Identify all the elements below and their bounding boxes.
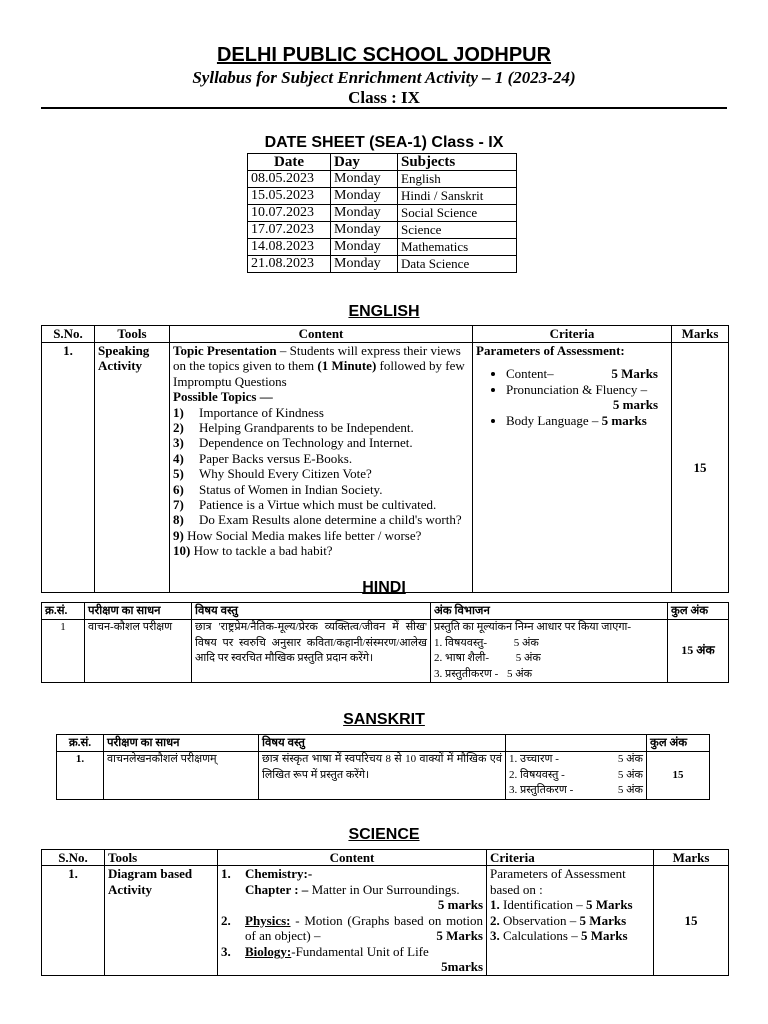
table-row [42, 343, 729, 593]
hindi-heading: HINDI [362, 579, 406, 596]
sanskrit-heading: SANSKRIT [343, 711, 425, 728]
criteria-cell [487, 866, 654, 976]
col-day: Day [331, 154, 398, 171]
col-subjects: Subjects [398, 154, 517, 171]
list-item: 1. उच्चारण - 5 अंक [509, 753, 643, 765]
col-criteria: Criteria [487, 850, 654, 866]
day-cell: Monday [331, 222, 398, 239]
list-item: 2. भाषा शैली- 5 अंक [434, 652, 541, 664]
table-row [248, 188, 517, 205]
day-cell: Monday [331, 188, 398, 205]
table-row [248, 222, 517, 239]
list-item: 7) Patience is a Virtue which must be cultivated. [173, 497, 437, 513]
col-content: Content [218, 850, 487, 866]
list-item: 1. Chemistry:- [221, 866, 313, 881]
col-criteria: Criteria [473, 326, 672, 343]
col-sno: क्र.सं. [57, 735, 104, 752]
day-cell: Monday [331, 239, 398, 256]
content-cell: छात्र 'राष्ट्रप्रेम/नैतिक-मूल्य/प्रेरक व्यक्तित्व/जीवन में सीख' विषय पर स्वरुचि अनुसार कविता/कहानी/संस्मरण/आलेख आदि पर स्वरचित मौखिक प्रस्तुति प्रदान करेंगे। [192, 620, 431, 683]
list-item: 3. प्रस्तुतिकरण - 5 अंक [509, 784, 643, 796]
col-criteria: अंक विभाजन [431, 603, 668, 620]
list-item: 10) How to tackle a bad habit? [173, 543, 333, 559]
table-row [248, 256, 517, 273]
tool-cell: वाचन-कौशल परीक्षण [85, 620, 192, 683]
subject-cell: English [398, 171, 517, 188]
col-tools: Tools [95, 326, 170, 343]
col-sno: S.No. [42, 850, 105, 866]
subject-cell: Social Science [398, 205, 517, 222]
day-cell: Monday [331, 205, 398, 222]
criteria-intro: Parameters of Assessment based on : [490, 866, 626, 897]
content-cell: छात्र संस्कृत भाषा में स्वपरिचय 8 से 10 वाक्यों में मौखिक एवं लिखित रूप में प्रस्तुत करेंगे। [259, 752, 506, 800]
hindi-table [41, 602, 729, 683]
sanskrit-table [56, 734, 710, 800]
header-divider [41, 107, 727, 109]
science-table [41, 849, 729, 976]
subject-cell: Mathematics [398, 239, 517, 256]
list-item: 6) Status of Women in Indian Society. [173, 481, 383, 497]
col-marks: कुल अंक [647, 735, 710, 752]
date-cell: 14.08.2023 [248, 239, 331, 256]
col-tool: परीक्षण का साधन [85, 603, 192, 620]
list-item: 5) Why Should Every Citizen Vote? [173, 466, 372, 482]
list-item: 9) How Social Media makes life better / worse? [173, 527, 422, 543]
list-item: 2. Physics: - Motion (Graphs based on motion of an object) – 5 Marks [221, 912, 483, 943]
list-item: 3) Dependence on Technology and Internet. [173, 435, 413, 451]
sno-cell: 1 [42, 620, 85, 683]
bio-marks: 5marks [441, 959, 483, 974]
class-label: Class : IX [348, 88, 420, 107]
table-row [248, 171, 517, 188]
day-cell: Monday [331, 256, 398, 273]
col-content: Content [170, 326, 473, 343]
list-item: 1. विषयवस्तु- 5 अंक [434, 636, 539, 649]
col-date: Date [248, 154, 331, 171]
datesheet-table [247, 153, 517, 273]
marks-cell: 15 [654, 866, 729, 976]
col-criteria [506, 735, 647, 752]
col-marks: Marks [672, 326, 729, 343]
list-item: 2. विषयवस्तु - 5 अंक [509, 768, 643, 781]
subject-cell: Data Science [398, 256, 517, 273]
col-sno: S.No. [42, 326, 95, 343]
list-item: 4) Paper Backs versus E-Books. [173, 450, 353, 466]
sno-cell: 1. [42, 866, 105, 976]
english-table [41, 325, 729, 593]
criteria-heading: Parameters of Assessment: [476, 343, 625, 358]
date-cell: 08.05.2023 [248, 171, 331, 188]
chem-marks: 5 marks [437, 897, 483, 912]
col-content: विषय वस्तु [192, 603, 431, 620]
col-sno: क्र.सं. [42, 603, 85, 620]
table-row [42, 620, 729, 683]
list-item: 2) Helping Grandparents to be Independent. [173, 420, 414, 436]
col-tool: परीक्षण का साधन [104, 735, 259, 752]
table-row [42, 866, 729, 976]
tool-cell: वाचनलेखनकौशलं परीक्षणम् [104, 752, 259, 800]
date-cell: 15.05.2023 [248, 188, 331, 205]
list-item: 1. Identification – 5 Marks [490, 897, 633, 912]
criteria-cell [431, 620, 668, 683]
content-cell [218, 866, 487, 976]
criteria-intro: प्रस्तुति का मूल्यांकन निम्न आधार पर किया जाएगा- [434, 621, 632, 633]
criteria-cell [473, 343, 672, 593]
list-item: 3. Biology:-Fundamental Unit of Life [221, 943, 429, 959]
marks-cell: 15 [672, 343, 729, 593]
day-cell: Monday [331, 171, 398, 188]
list-item: 3. प्रस्तुतीकरण - 5 अंक [434, 667, 533, 680]
col-marks: Marks [654, 850, 729, 866]
marks-cell: 15 अंक [668, 620, 729, 683]
col-marks: कुल अंक [668, 603, 729, 620]
list-item: 2. Observation – 5 Marks [490, 912, 627, 928]
date-cell: 17.07.2023 [248, 222, 331, 239]
school-name: DELHI PUBLIC SCHOOL JODHPUR [216, 44, 552, 66]
list-item: • Body Language – 5 marks [506, 413, 668, 428]
list-item: • Content– 5 Marks [506, 366, 668, 381]
list-item: 1) Importance of Kindness [173, 404, 324, 420]
criteria-cell [506, 752, 647, 800]
col-content: विषय वस्तु [259, 735, 506, 752]
date-cell: 21.08.2023 [248, 256, 331, 273]
english-heading: ENGLISH [348, 303, 420, 320]
table-row [248, 239, 517, 256]
topics-heading: Possible Topics — [173, 389, 273, 405]
marks-cell: 15 [647, 752, 710, 800]
list-item: 3. Calculations – 5 Marks [490, 928, 628, 943]
list-item: • Pronunciation & Fluency – 5 marks [506, 382, 668, 413]
table-row [248, 205, 517, 222]
sno-cell: 1. [42, 343, 95, 593]
list-item: 8) Do Exam Results alone determine a child's worth? [173, 512, 462, 528]
content-cell [170, 343, 473, 593]
syllabus-subtitle: Syllabus for Subject Enrichment Activity – 1 (2023-24) [192, 68, 576, 87]
intro-text: Topic Presentation – Students will express their views on the topics given to them (1 Minute) followed by few Impromptu Questions [173, 343, 465, 389]
chapter-line: Chapter : – Matter in Our Surroundings. [245, 881, 460, 897]
subject-cell: Hindi / Sanskrit [398, 188, 517, 205]
tool-cell: Speaking Activity [95, 343, 170, 593]
subject-cell: Science [398, 222, 517, 239]
table-row [57, 752, 710, 800]
science-heading: SCIENCE [348, 826, 420, 843]
tool-cell: Diagram based Activity [105, 866, 218, 976]
sno-cell: 1. [57, 752, 104, 800]
date-cell: 10.07.2023 [248, 205, 331, 222]
col-tools: Tools [105, 850, 218, 866]
datesheet-title: DATE SHEET (SEA-1) Class - IX [264, 134, 504, 151]
